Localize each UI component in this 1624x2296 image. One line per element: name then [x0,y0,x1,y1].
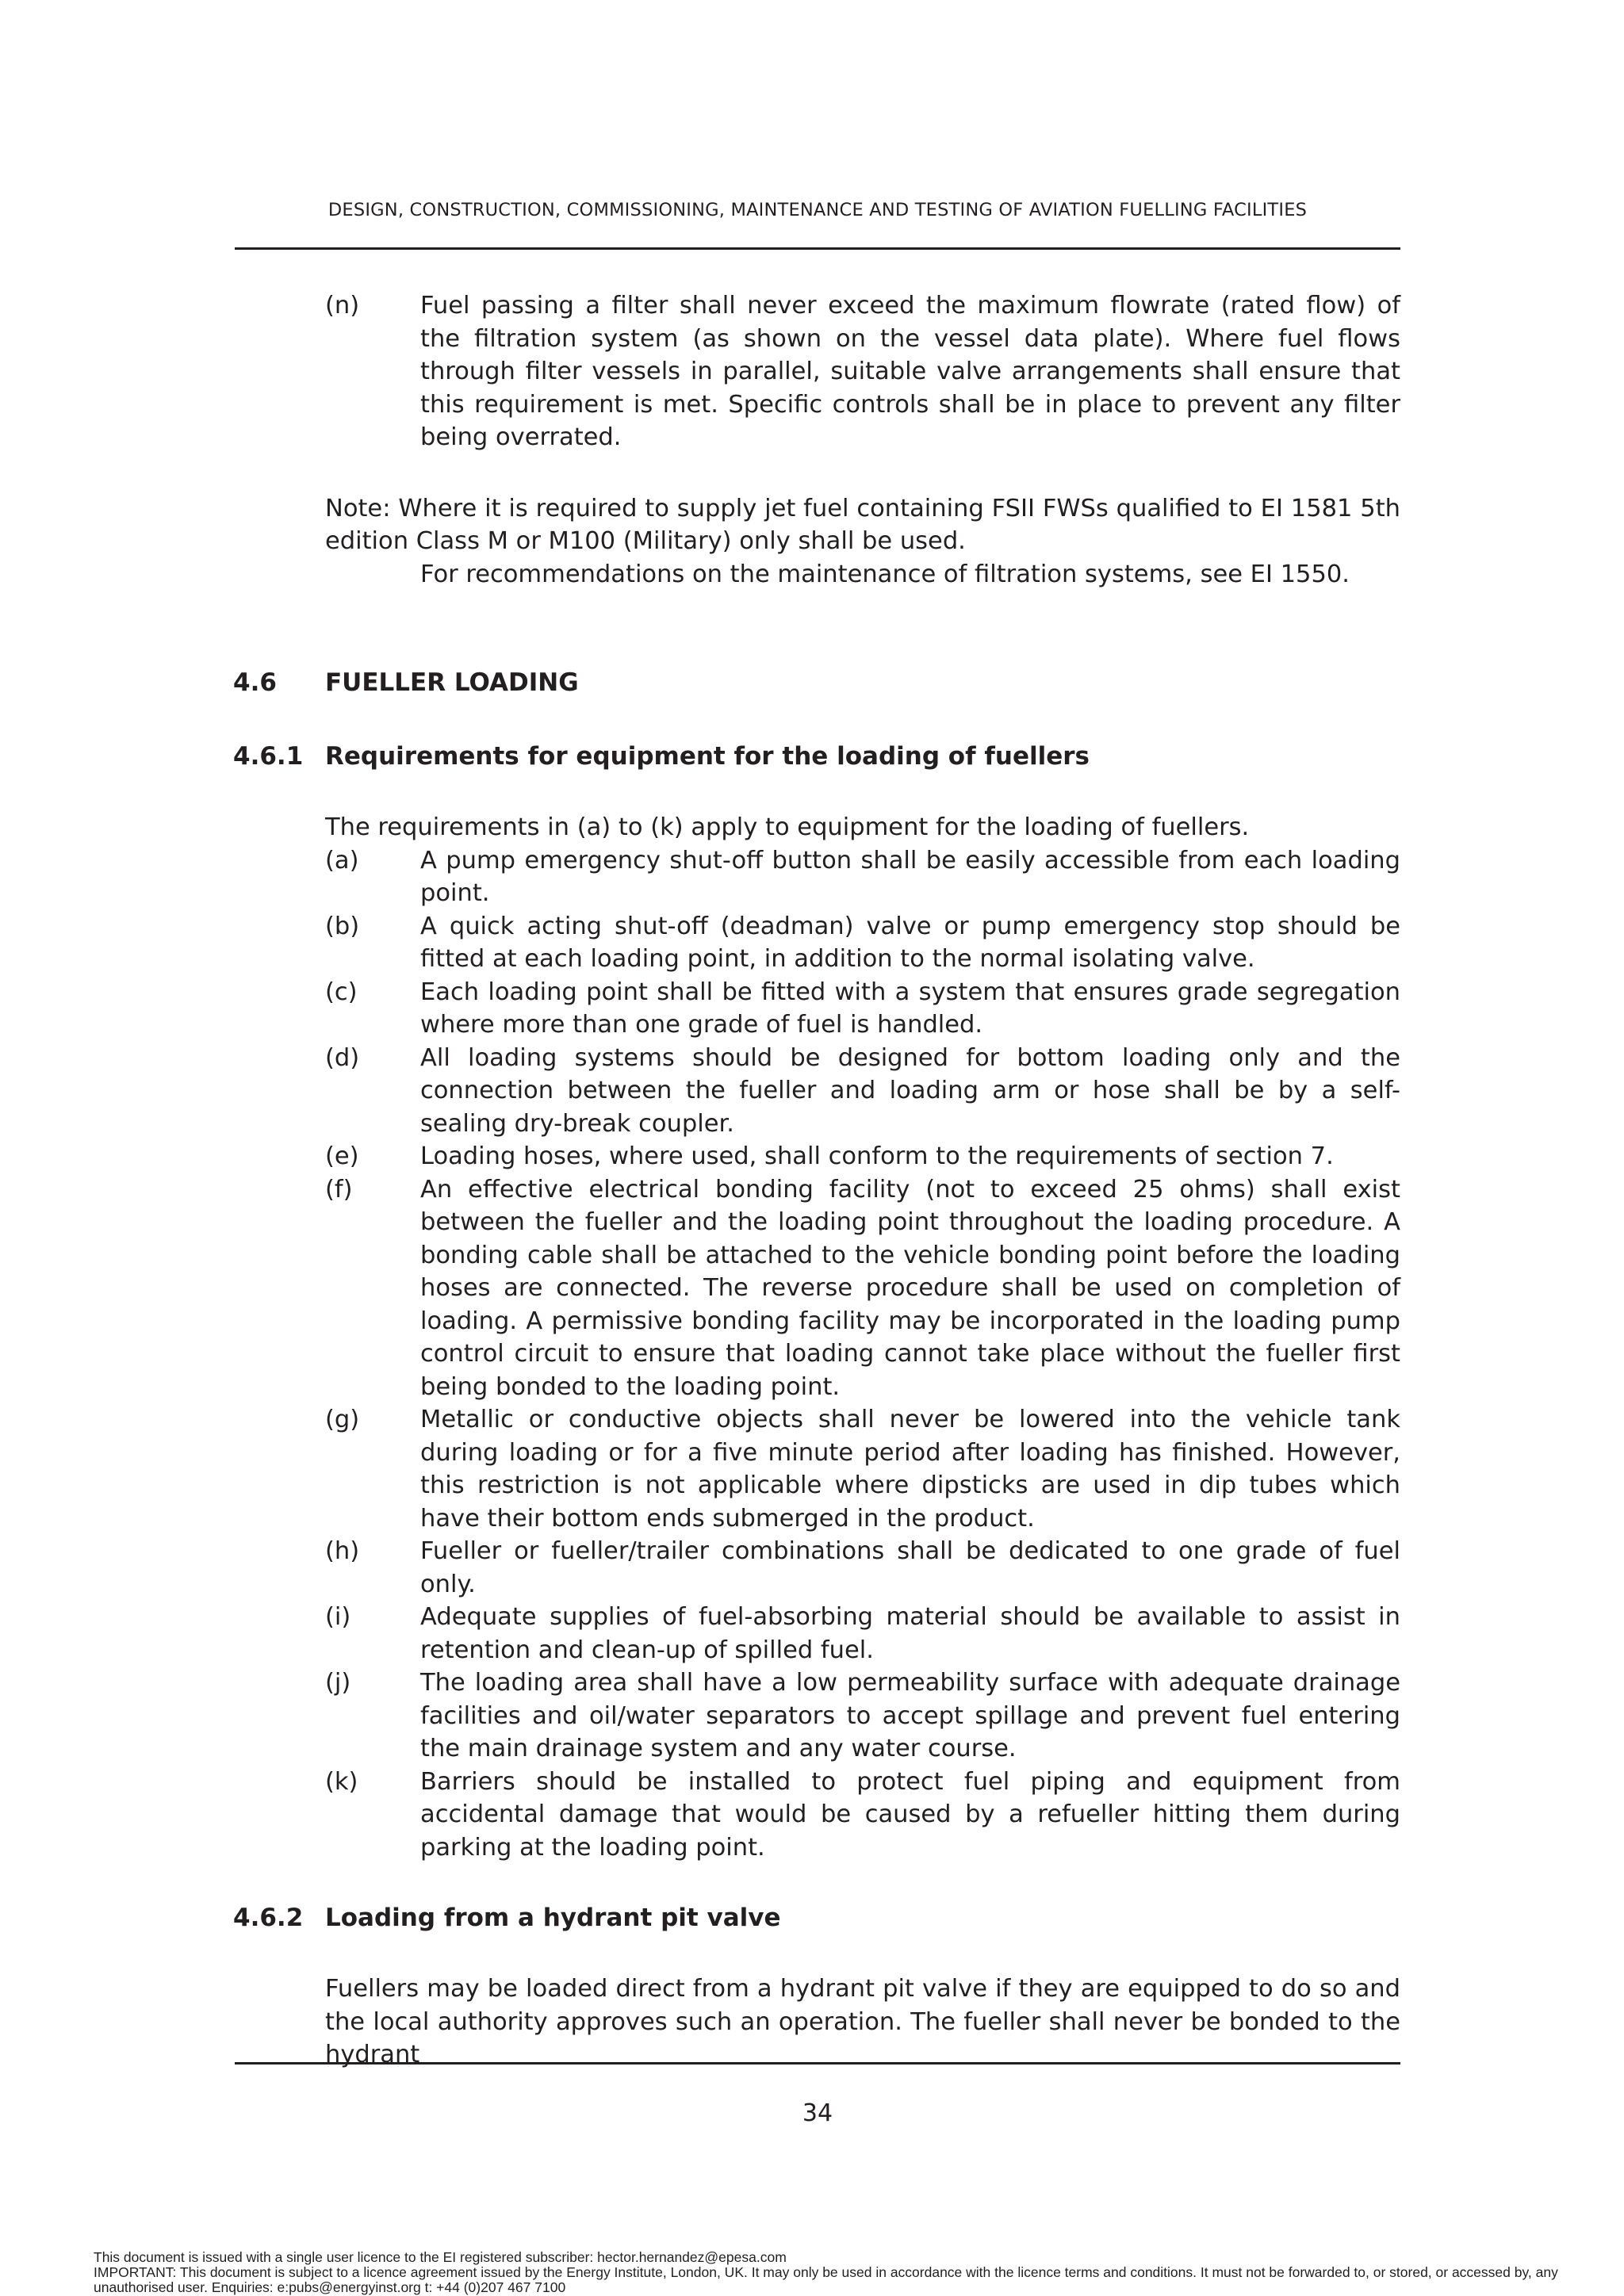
running-header: DESIGN, CONSTRUCTION, COMMISSIONING, MAINTENANCE AND TESTING OF AVIATION FUELLING FACILITIES [327,200,1308,220]
item-marker: (e) [325,1142,359,1170]
item-text: The loading area shall have a low permeability surface with adequate drainage facilities and oil/water separators to accept spillage and prevent fuel entering the main drainage system and any water course. [420,1669,1400,1762]
list-item-b [325,910,1400,976]
page-number: 34 [802,2099,833,2127]
item-text: Each loading point shall be fitted with a system that ensures grade segregation where more than one grade of fuel is handled. [420,978,1400,1039]
item-marker: (h) [325,1537,360,1565]
hydrant-paragraph: Fuellers may be loaded direct from a hydrant pit valve if they are equipped to do so and the local authority approves such an operation. The fueller shall never be bonded to the hydrant [325,1975,1400,2068]
item-text: All loading systems should be designed for bottom loading only and the connection between the fueller and loading arm or hose shall be by a self-sealing dry-break coupler. [420,1043,1400,1138]
section-heading-4-6 [233,667,1400,699]
item-marker: (i) [325,1603,351,1631]
item-text: Metallic or conductive objects shall never be lowered into the vehicle tank during loading or for a five minute period after loading has finished. However, this restriction is not applicable where dipsticks are used in dip tubes which have their bottom ends submerged in the product. [420,1406,1400,1533]
list-item-a [325,844,1400,910]
item-text: A pump emergency shut-off button shall be easily accessible from each loading point. [420,846,1400,907]
list-item-n [325,289,1400,454]
item-text: Fueller or fueller/trailer combinations shall be dedicated to one grade of fuel only. [420,1537,1400,1598]
item-marker: (a) [325,846,359,874]
item-text: Adequate supplies of fuel-absorbing material should be available to assist in retention and clean-up of spilled fuel. [420,1603,1400,1664]
list-item-i [325,1601,1400,1667]
section-heading-4-6-1 [233,740,1400,773]
item-text: Fuel passing a filter shall never exceed the maximum flowrate (rated flow) of the filtration system (as shown on the vessel data plate). Where fuel flows through filter vessels in parallel, suitable valve arrangements shall ensure that this requirement is met. Specific controls shall be in place to prevent any filter being overrated. [420,292,1400,451]
section-title: Requirements for equipment for the loading of fuellers [325,742,1090,771]
item-marker: (j) [325,1669,351,1697]
important-notice: IMPORTANT: This document is subject to a licence agreement issued by the Energy Institute, London, UK. It may only be used in accordance with the licence terms and conditions. It must not be forwarded to, or stored, or accessed by, any unauthorised user. Enquiries: e:pubs@energyinst.org t: +44 (0)207 467 7100 [94,2264,1558,2295]
item-marker: (f) [325,1175,353,1203]
header-rule [235,247,1400,250]
licence-line: This document is issued with a single user licence to the EI registered subscriber: hector.hernandez@epesa.com [94,2249,787,2265]
list-item-k [325,1766,1400,1865]
list-item-d [325,1042,1400,1141]
list-item-e [325,1140,1400,1173]
item-text: Barriers should be installed to protect fuel piping and equipment from accidental damage that would be caused by a refueller hitting them during parking at the loading point. [420,1767,1400,1862]
section-heading-4-6-2 [233,1902,1400,1934]
list-item-j [325,1667,1400,1766]
list-item-h [325,1535,1400,1601]
note-paragraph: Note: Where it is required to supply jet fuel containing FSII FWSs qualified to EI 1581 5th edition Class M or M100 (Military) only shall be used. [325,494,1400,555]
item-marker: (k) [325,1767,358,1796]
page-content [233,289,1400,2072]
section-title: FUELLER LOADING [325,668,579,697]
item-text: A quick acting shut-off (deadman) valve or pump emergency stop should be fitted at each loading point, in addition to the normal isolating valve. [420,912,1400,973]
item-marker: (g) [325,1406,360,1433]
list-item-g [325,1403,1400,1535]
item-marker: (n) [325,292,360,320]
item-marker: (b) [325,912,360,940]
section-title: Loading from a hydrant pit valve [325,1904,781,1932]
section-number: 4.6.2 [233,1904,304,1932]
licence-notice [94,2250,1600,2295]
intro-paragraph: The requirements in (a) to (k) apply to equipment for the loading of fuellers. [325,813,1250,841]
recommendation-paragraph: For recommendations on the maintenance of filtration systems, see EI 1550. [420,560,1350,588]
section-number: 4.6 [233,668,277,697]
list-item-c [325,976,1400,1042]
item-marker: (c) [325,978,358,1006]
item-text: Loading hoses, where used, shall conform to the requirements of section 7. [420,1142,1334,1170]
list-item-f [325,1173,1400,1404]
footer-rule [235,2062,1400,2064]
section-number: 4.6.1 [233,742,304,771]
item-marker: (d) [325,1043,360,1072]
item-text: An effective electrical bonding facility (not to exceed 25 ohms) shall exist between the fueller and the loading point throughout the loading procedure. A bonding cable shall be attached to the vehicle bonding point before the loading hoses are connected. The reverse procedure shall be used on completion of loading. A permissive bonding facility may be incorporated in the loading pump control circuit to ensure that loading cannot take place without the fueller first being bonded to the loading point. [420,1175,1400,1401]
